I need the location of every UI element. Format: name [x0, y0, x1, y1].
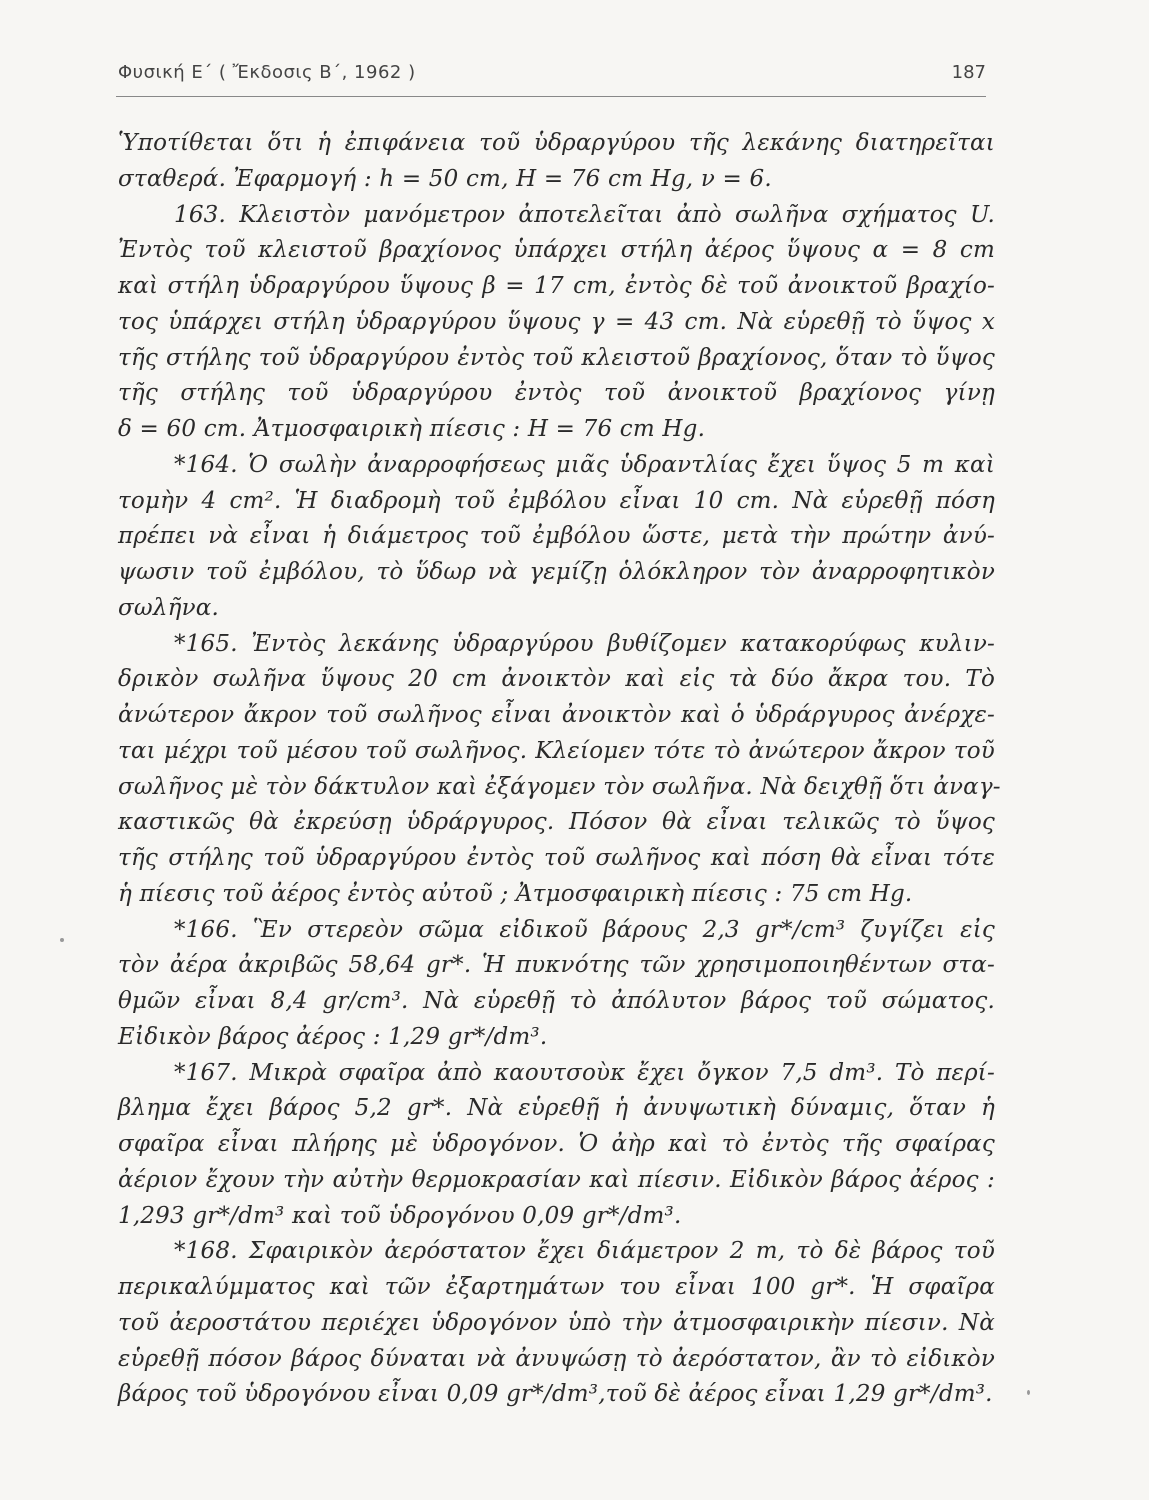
- page-body: [118, 126, 1001, 1413]
- scan-speck: [1027, 1390, 1030, 1395]
- text-line: σφαῖρα εἶναι πλήρης μὲ ὑδρογόνον. Ὁ ἀὴρ καὶ τὸ ἐντὸς τῆς σφαίρας: [118, 1131, 995, 1157]
- problem-164-start: *164. Ὁ σωλὴν ἀναρροφήσεως μιᾶς ὑδραντλίας ἔχει ὕψος 5 m καὶ: [174, 451, 995, 478]
- text-line: πρέπει νὰ εἶναι ἡ διάμετρος τοῦ ἐμβόλου ὥστε, μετὰ τὴν πρώτην ἀνύ-: [118, 523, 995, 550]
- text-line: σωλῆνος μὲ τὸν δάκτυλον καὶ ἐξάγομεν τὸν σωλῆνα. Νὰ δειχθῇ ὅτι ἀναγ-: [118, 773, 1001, 800]
- text-line: τοῦ ἀεροστάτου περιέχει ὑδρογόνον ὑπὸ τὴν ἀτμοσφαιρικὴν πίεσιν. Νὰ: [118, 1309, 995, 1336]
- problem-168-start: *168. Σφαιρικὸν ἀερόστατον ἔχει διάμετρον 2 m, τὸ δὲ βάρος τοῦ: [174, 1238, 995, 1265]
- text-line: σωλῆνα.: [118, 594, 220, 621]
- text-line: τῆς στήλης τοῦ ὑδραργύρου ἐντὸς τοῦ σωλῆνος καὶ πόση θὰ εἶναι τότε: [118, 845, 995, 871]
- text-line: Εἰδικὸν βάρος ἀέρος : 1,29 gr*/dm³.: [118, 1023, 548, 1050]
- page-number: 187: [951, 62, 986, 83]
- text-line: ψωσιν τοῦ ἐμβόλου, τὸ ὕδωρ νὰ γεμίζῃ ὁλόκληρον τὸν ἀναρροφητικὸν: [118, 559, 995, 585]
- scan-speck: [60, 938, 64, 942]
- text-line: τῆς στήλης τοῦ ὑδραργύρου ἐντὸς τοῦ κλειστοῦ βραχίονος, ὅταν τὸ ὕψος: [118, 344, 995, 371]
- text-line: δ = 60 cm. Ἀτμοσφαιρικὴ πίεσις : H = 76 cm Hg.: [118, 416, 706, 442]
- text-line: τος ὑπάρχει στήλη ὑδραργύρου ὕψους γ = 43 cm. Νὰ εὑρεθῇ τὸ ὕψος x: [118, 308, 995, 335]
- header-rule: [116, 96, 986, 97]
- text-line: βλημα ἔχει βάρος 5,2 gr*. Νὰ εὑρεθῇ ἡ ἀνυψωτικὴ δύναμις, ὅταν ἡ: [118, 1095, 995, 1122]
- text-line: θμῶν εἶναι 8,4 gr/cm³. Νὰ εὑρεθῇ τὸ ἀπόλυτον βάρος τοῦ σώματος.: [118, 988, 995, 1014]
- text-line: περικαλύμματος καὶ τῶν ἐξαρτημάτων του εἶναι 100 gr*. Ἡ σφαῖρα: [118, 1274, 995, 1300]
- running-title: Φυσική Ε΄ ( Ἔκδοσις Β΄, 1962 ): [118, 62, 416, 83]
- text-line: ἀέριον ἔχουν τὴν αὐτὴν θερμοκρασίαν καὶ πίεσιν. Εἰδικὸν βάρος ἀέρος :: [118, 1166, 995, 1193]
- text-line: δρικὸν σωλῆνα ὕψους 20 cm ἀνοικτὸν καὶ εἰς τὰ δύο ἄκρα του. Τὸ: [118, 666, 995, 693]
- text-line: τῆς στήλης τοῦ ὑδραργύρου ἐντὸς τοῦ ἀνοικτοῦ βραχίονος γίνῃ: [118, 380, 995, 407]
- text-line: βάρος τοῦ ὑδρογόνου εἶναι 0,09 gr*/dm³,τοῦ δὲ ἀέρος εἶναι 1,29 gr*/dm³.: [118, 1381, 993, 1408]
- text-line: εὑρεθῇ πόσον βάρος δύναται νὰ ἀνυψώσῃ τὸ ἀερόστατον, ἂν τὸ εἰδικὸν: [118, 1345, 995, 1372]
- problem-166-start: *166. Ἓν στερεὸν σῶμα εἰδικοῦ βάρους 2,3 gr*/cm³ ζυγίζει εἰς: [174, 916, 995, 943]
- page-header: [118, 58, 986, 88]
- text-line: τὸν ἀέρα ἀκριβῶς 58,64 gr*. Ἡ πυκνότης τῶν χρησιμοποιηθέντων στα-: [118, 952, 995, 979]
- text-line: 1,293 gr*/dm³ καὶ τοῦ ὑδρογόνου 0,09 gr*/dm³.: [118, 1202, 682, 1229]
- text-line: Ἐντὸς τοῦ κλειστοῦ βραχίονος ὑπάρχει στήλη ἀέρος ὕψους α = 8 cm: [118, 237, 995, 264]
- text-line: καὶ στήλη ὑδραργύρου ὕψους β = 17 cm, ἐντὸς δὲ τοῦ ἀνοικτοῦ βραχίο-: [118, 273, 995, 299]
- text-line: ται μέχρι τοῦ μέσου τοῦ σωλῆνος. Κλείομεν τότε τὸ ἀνώτερον ἄκρον τοῦ: [118, 737, 995, 764]
- text-line: καστικῶς θὰ ἐκρεύσῃ ὑδράργυρος. Πόσον θὰ εἶναι τελικῶς τὸ ὕψος: [118, 809, 995, 836]
- text-line: τομὴν 4 cm². Ἡ διαδρομὴ τοῦ ἐμβόλου εἶναι 10 cm. Νὰ εὑρεθῇ πόση: [118, 487, 995, 514]
- problem-165-start: *165. Ἐντὸς λεκάνης ὑδραργύρου βυθίζομεν κατακορύφως κυλιν-: [174, 630, 995, 657]
- problem-163-start: 163. Κλειστὸν μανόμετρον ἀποτελεῖται ἀπὸ σωλῆνα σχήματος U.: [174, 201, 995, 228]
- text-line: ἀνώτερον ἄκρον τοῦ σωλῆνος εἶναι ἀνοικτὸν καὶ ὁ ὑδράργυρος ἀνέρχε-: [118, 702, 995, 728]
- text-line: Ὑποτίθεται ὅτι ἡ ἐπιφάνεια τοῦ ὑδραργύρου τῆς λεκάνης διατηρεῖται: [118, 130, 995, 156]
- text-line: ἡ πίεσις τοῦ ἀέρος ἐντὸς αὐτοῦ ; Ἀτμοσφαιρικὴ πίεσις : 75 cm Hg.: [118, 880, 913, 907]
- problem-167-start: *167. Μικρὰ σφαῖρα ἀπὸ καουτσοὺκ ἔχει ὄγκον 7,5 dm³. Τὸ περί-: [174, 1059, 995, 1086]
- text-line: σταθερά. Ἐφαρμογή : h = 50 cm, H = 76 cm Hg, ν = 6.: [118, 165, 772, 192]
